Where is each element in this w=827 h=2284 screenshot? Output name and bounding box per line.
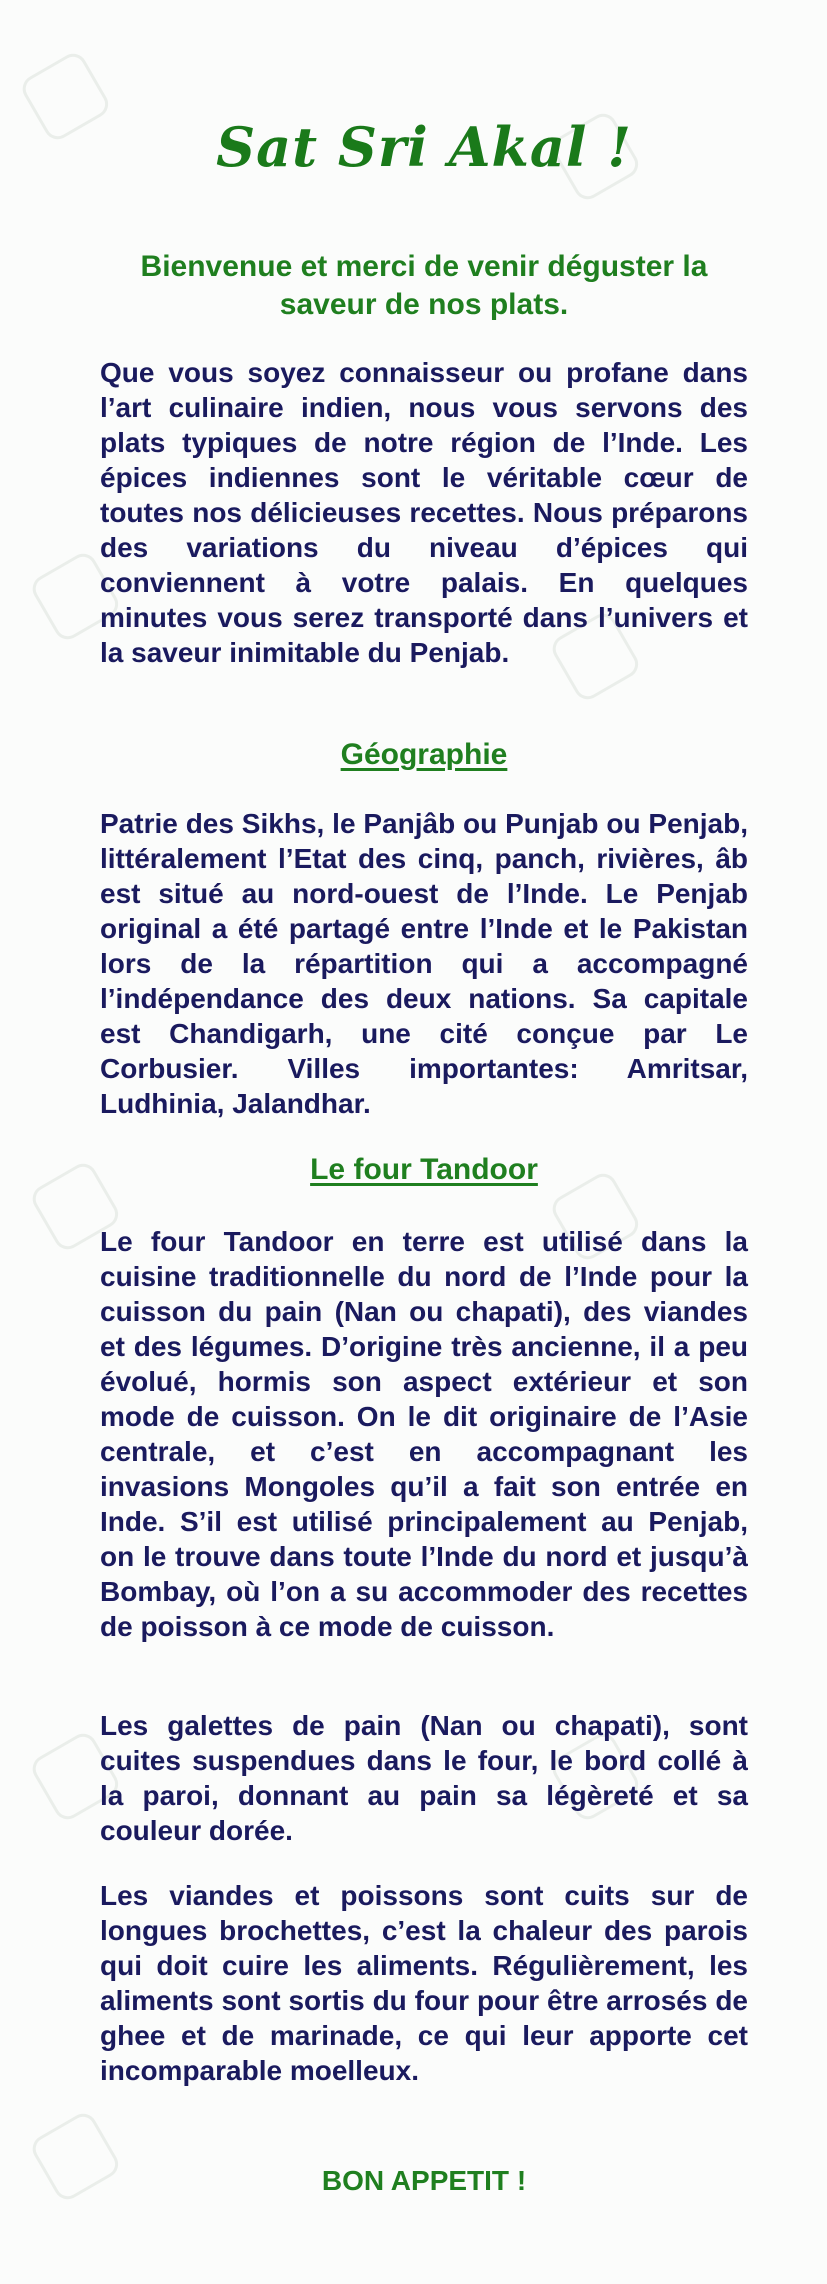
tandoor-paragraph-1: Le four Tandoor en terre est utilisé dans la cuisine traditionnelle du nord de l’Inde pour la cuisson du pain (Nan ou chapati), des viandes et des légumes. D’origine très ancienne, il a peu évolué, hormis son aspect extérieur et son mode de cuisson. On le dit originaire de l’Asie centrale, et c’est en accompagnant les invasions Mongoles qu’il a fait son entrée en Inde. S’il est utilisé principalement au Penjab, on le trouve dans toute l’Inde du nord et jusqu’à Bombay, où l’on a su accommoder des recettes de poisson à ce mode de cuisson. bbox=[100, 1226, 748, 1642]
page-title: Sat Sri Akal ! bbox=[216, 115, 632, 179]
tandoor-paragraph-2: Les galettes de pain (Nan ou chapati), sont cuites suspendues dans le four, le bord collé à la paroi, donnant au pain sa légèreté et sa couleur dorée. bbox=[100, 1710, 748, 1846]
geography-heading: Géographie bbox=[340, 738, 508, 771]
intro-paragraph: Que vous soyez connaisseur ou profane dans l’art culinaire indien, nous vous servons des plats typiques de notre région de l’Inde. Les épices indiennes sont le véritable cœur de toutes nos délicieuses recettes. Nous préparons des variations du niveau d’épices qui conviennent à votre palais. En quelques minutes vous serez transporté dans l’univers et la saveur inimitable du Penjab. bbox=[100, 357, 748, 668]
welcome-text: Bienvenue et merci de venir déguster la saveur de nos plats. bbox=[140, 250, 708, 321]
geography-paragraph: Patrie des Sikhs, le Panjâb ou Punjab ou Penjab, littéralement l’Etat des cinq, panch, rivières, âb est situé au nord-ouest de l’Inde. Le Penjab original a été partagé entre l’Inde et le Pakistan lors de la répartition qui a accompagné l’indépendance des deux nations. Sa capitale est Chandigarh, une cité conçue par Le Corbusier. Villes importantes: Amritsar, Ludhinia, Jalandhar. bbox=[100, 808, 748, 1119]
tandoor-paragraph-3: Les viandes et poissons sont cuits sur de longues brochettes, c’est la chaleur des parois qui doit cuire les aliments. Régulièrement, les aliments sont sortis du four pour être arrosés de ghee et de marinade, ce qui leur apporte cet incomparable moelleux. bbox=[100, 1880, 748, 2086]
closing-text: BON APPETIT ! bbox=[321, 2165, 527, 2196]
tandoor-heading: Le four Tandoor bbox=[310, 1153, 538, 1186]
